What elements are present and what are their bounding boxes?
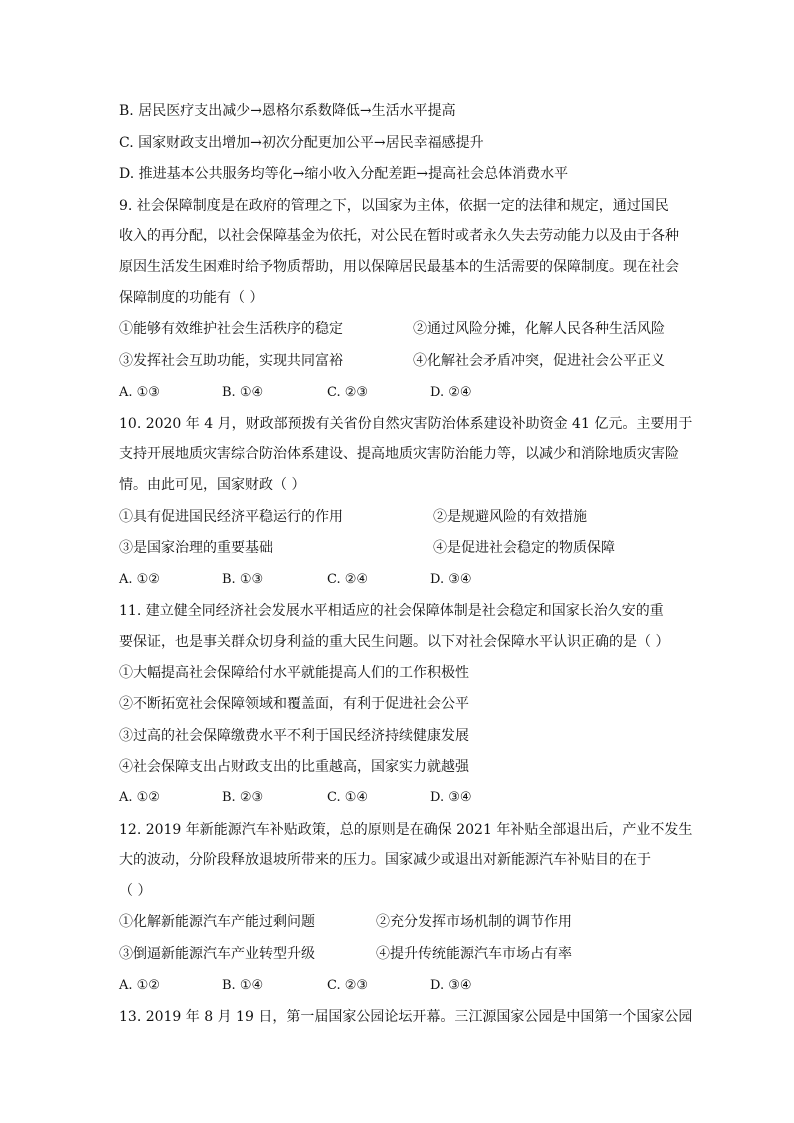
- q9-item-3: ③发挥社会互助功能，实现共同富裕: [119, 353, 343, 369]
- q11-item-1: ①大幅提高社会保障给付水平就能提高人们的工作积极性: [119, 665, 469, 681]
- q10-answer-d: D. ③④: [430, 572, 472, 587]
- q11-item-4: ④社会保障支出占财政支出的比重越高，国家实力就越强: [119, 759, 469, 775]
- q12-stem-line-2: 大的波动，分阶段释放退坡所带来的压力。国家减少或退出对新能源汽车补贴目的在于: [119, 852, 651, 868]
- option-b: B. 居民医疗支出减少→恩格尔系数降低→生活水平提高: [119, 103, 456, 119]
- q9-answer-c: C. ②③: [327, 385, 369, 400]
- q11-item-3: ③过高的社会保障缴费水平不利于国民经济持续健康发展: [119, 728, 469, 744]
- q11-answer-b: B. ②③: [222, 790, 264, 805]
- q10-stem-line-2: 支持开展地质灾害综合防治体系建设、提高地质灾害防治能力等，以减少和消除地质灾害险: [119, 446, 679, 462]
- q10-item-4: ④是促进社会稳定的物质保障: [433, 540, 615, 556]
- q10-answer-a: A. ①②: [119, 572, 160, 587]
- q12-answer-a: A. ①②: [119, 978, 160, 993]
- q9-stem-line-3: 原因生活发生困难时给予物质帮助，用以保障居民最基本的生活需要的保障制度。现在社会: [119, 259, 679, 275]
- q12-stem-line-1: 12. 2019 年新能源汽车补贴政策，总的原则是在确保 2021 年补贴全部退出后，产业不发生: [119, 822, 693, 838]
- q11-answer-d: D. ③④: [430, 790, 472, 805]
- option-c: C. 国家财政支出增加→初次分配更加公平→居民幸福感提升: [119, 135, 484, 151]
- q10-item-1: ①具有促进国民经济平稳运行的作用: [119, 509, 343, 525]
- option-d: D. 推进基本公共服务均等化→缩小收入分配差距→提高社会总体消费水平: [119, 166, 569, 182]
- q11-answer-c: C. ①④: [327, 790, 369, 805]
- q9-item-2: ②通过风险分摊，化解人民各种生活风险: [413, 321, 665, 337]
- q11-stem-line-1: 11. 建立健全同经济社会发展水平相适应的社会保障体制是社会稳定和国家长治久安的重: [119, 603, 664, 619]
- q12-item-2: ②充分发挥市场机制的调节作用: [376, 914, 572, 930]
- q10-answer-c: C. ②④: [327, 572, 369, 587]
- q9-answer-d: D. ②④: [430, 385, 472, 400]
- q10-stem-line-3: 情。由此可见，国家财政（ ）: [119, 477, 306, 493]
- q11-stem-line-2: 要保证，也是事关群众切身利益的重大民生问题。以下对社会保障水平认识正确的是（ ）: [119, 634, 670, 650]
- q11-answer-a: A. ①②: [119, 790, 160, 805]
- q12-answer-c: C. ②③: [327, 978, 369, 993]
- q9-stem-line-2: 收入的再分配，以社会保障基金为依托，对公民在暂时或者永久失去劳动能力以及由于各种: [119, 228, 679, 244]
- q12-item-1: ①化解新能源汽车产能过剩问题: [119, 914, 315, 930]
- q9-item-1: ①能够有效维护社会生活秩序的稳定: [119, 321, 343, 337]
- q12-answer-b: B. ①④: [222, 978, 264, 993]
- q9-answer-a: A. ①③: [119, 385, 160, 400]
- q12-stem-line-3: （ ）: [119, 883, 152, 899]
- q12-item-4: ④提升传统能源汽车市场占有率: [376, 946, 572, 962]
- q12-answer-d: D. ③④: [430, 978, 472, 993]
- q9-stem-line-4: 保障制度的功能有（ ）: [119, 290, 264, 306]
- q9-answer-b: B. ①④: [222, 385, 264, 400]
- q9-stem-line-1: 9. 社会保障制度是在政府的管理之下，以国家为主体，依据一定的法律和规定，通过国民: [119, 198, 669, 214]
- q10-answer-b: B. ①③: [222, 572, 264, 587]
- q13-stem-line-1: 13. 2019 年 8 月 19 日，第一届国家公园论坛开幕。三江源国家公园是中国第一个国家公园: [119, 1009, 693, 1025]
- q10-stem-line-1: 10. 2020 年 4 月，财政部预拨有关省份自然灾害防治体系建设补助资金 41 亿元。主要用于: [119, 416, 693, 432]
- q11-item-2: ②不断拓宽社会保障领域和覆盖面，有利于促进社会公平: [119, 696, 469, 712]
- q10-item-2: ②是规避风险的有效措施: [433, 509, 587, 525]
- q10-item-3: ③是国家治理的重要基础: [119, 540, 273, 556]
- q9-item-4: ④化解社会矛盾冲突，促进社会公平正义: [413, 353, 665, 369]
- q12-item-3: ③倒逼新能源汽车产业转型升级: [119, 946, 315, 962]
